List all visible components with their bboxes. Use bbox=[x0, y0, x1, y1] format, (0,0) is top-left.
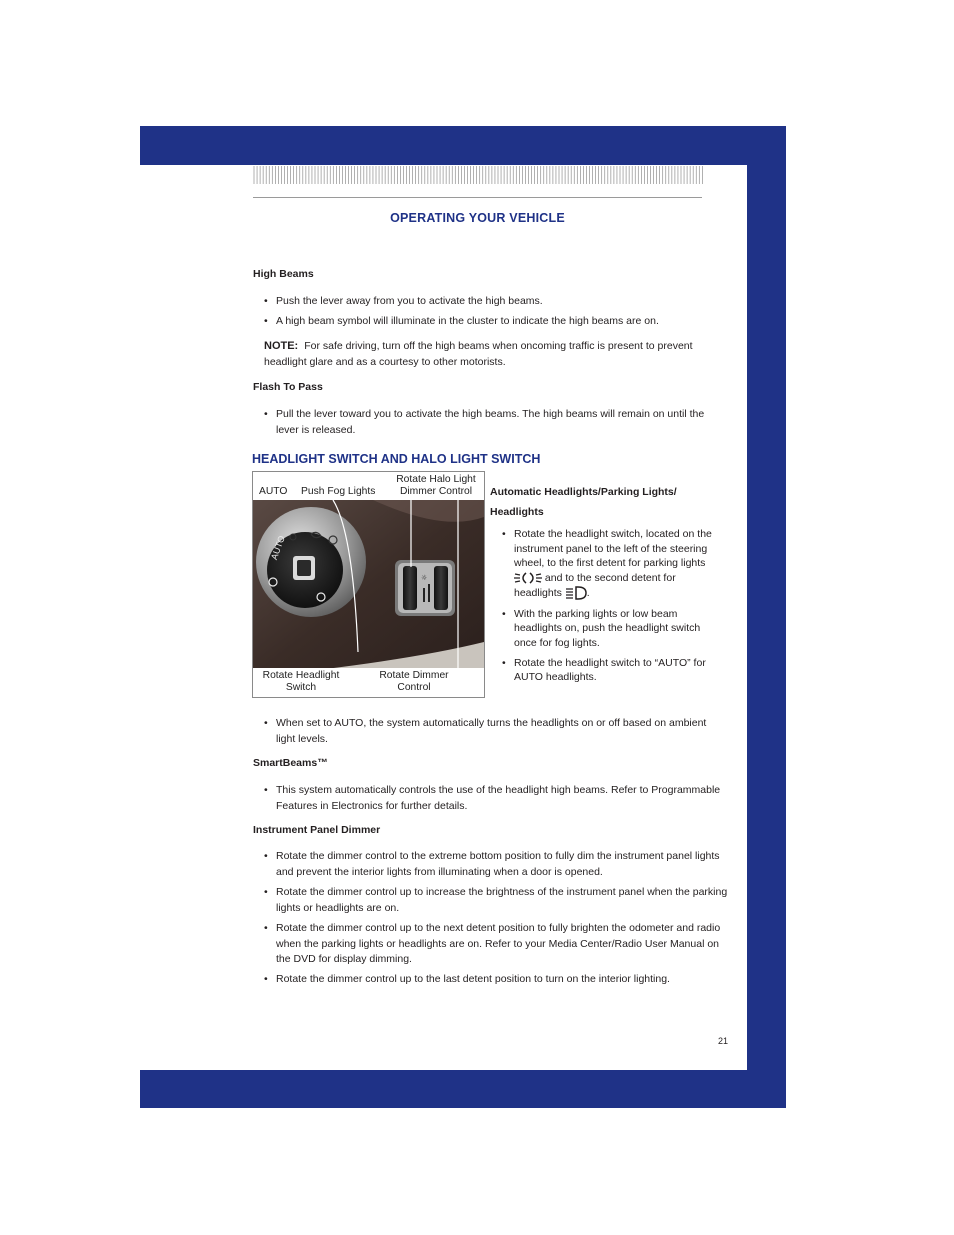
list-item: • When set to AUTO, the system automatically turns the headlights on or off based on ambient light levels. bbox=[264, 716, 726, 748]
header-tick-ruler bbox=[253, 166, 703, 184]
smartbeams-list bbox=[264, 783, 734, 819]
knob-auto-label: AUTO bbox=[268, 534, 287, 562]
figure-label-halo: Rotate Halo Light Dimmer Control bbox=[396, 474, 476, 497]
list-item: • Rotate the dimmer control up to the next detent position to fully brighten the odometer and radio when the parking lights or headlights are on. Refer to your Media Center/Radio User Manual on the DVD for display dimming. bbox=[264, 921, 728, 968]
instrument-dimmer-list bbox=[264, 849, 728, 993]
list-item: • Pull the lever toward you to activate the high beams. The high beams will remain on until the lever is released. bbox=[264, 407, 724, 439]
note-label: NOTE: bbox=[264, 340, 299, 352]
headlight-switch-photo bbox=[253, 472, 484, 697]
list-item: • With the parking lights or low beam headlights on, push the headlight switch once for fog lights. bbox=[502, 607, 724, 651]
flash-to-pass-heading: Flash To Pass bbox=[253, 381, 323, 393]
auto-headlights-list bbox=[502, 527, 724, 689]
list-item: • Rotate the dimmer control to the extreme bottom position to fully dim the instrument panel lights and prevent the interior lights from illuminating when a door is opened. bbox=[264, 849, 728, 881]
flash-to-pass-list bbox=[264, 407, 724, 443]
auto-headlights-heading: Automatic Headlights/Parking Lights/ Headlights bbox=[490, 486, 677, 518]
list-item: • Push the lever away from you to activate the high beams. bbox=[264, 294, 730, 310]
page-number: 21 bbox=[718, 1036, 729, 1046]
headlight-switch-figure bbox=[252, 471, 485, 698]
halo-dimmer-wheel bbox=[403, 566, 417, 610]
high-beams-list bbox=[264, 294, 730, 334]
instrument-dimmer-heading: Instrument Panel Dimmer bbox=[253, 824, 381, 836]
list-item: • Rotate the headlight switch, located on the instrument panel to the left of the steering wheel, to the first detent for parking lights and to the second detent for headlights . bbox=[502, 527, 724, 601]
note-text: For safe driving, turn off the high beams when oncoming traffic is present to prevent headlight glare and as a courtesy to other motorists. bbox=[264, 340, 693, 368]
header-rule bbox=[253, 197, 702, 198]
svg-text:☼: ☼ bbox=[421, 574, 428, 582]
note-paragraph bbox=[264, 339, 722, 371]
list-item: • This system automatically controls the use of the headlight high beams. Refer to Programmable Features in Electronics for further details. bbox=[264, 783, 734, 815]
figure-label-headlight: Rotate Headlight Switch bbox=[262, 670, 340, 693]
section-title: OPERATING YOUR VEHICLE bbox=[390, 211, 565, 225]
headlight-section-heading: HEADLIGHT SWITCH AND HALO LIGHT SWITCH bbox=[252, 452, 541, 466]
list-item: • Rotate the dimmer control up to increase the brightness of the instrument panel when the parking lights or headlights are on. bbox=[264, 885, 728, 917]
list-item: • Rotate the dimmer control up to the last detent position to turn on the interior lighting. bbox=[264, 972, 728, 988]
high-beams-heading: High Beams bbox=[253, 268, 314, 280]
auto-note-list bbox=[264, 716, 726, 752]
figure-label-fog: Push Fog Lights bbox=[301, 486, 376, 497]
parking-lights-icon bbox=[514, 571, 542, 585]
figure-label-auto: AUTO bbox=[259, 486, 288, 497]
list-item: • A high beam symbol will illuminate in the cluster to indicate the high beams are on. bbox=[264, 314, 730, 330]
figure-label-dimmer: Rotate Dimmer Control bbox=[379, 670, 449, 693]
headlights-icon bbox=[565, 586, 587, 600]
smartbeams-heading: SmartBeams™ bbox=[253, 757, 328, 769]
panel-dimmer-wheel bbox=[434, 566, 448, 610]
list-item: • Rotate the headlight switch to “AUTO” for AUTO headlights. bbox=[502, 656, 724, 685]
